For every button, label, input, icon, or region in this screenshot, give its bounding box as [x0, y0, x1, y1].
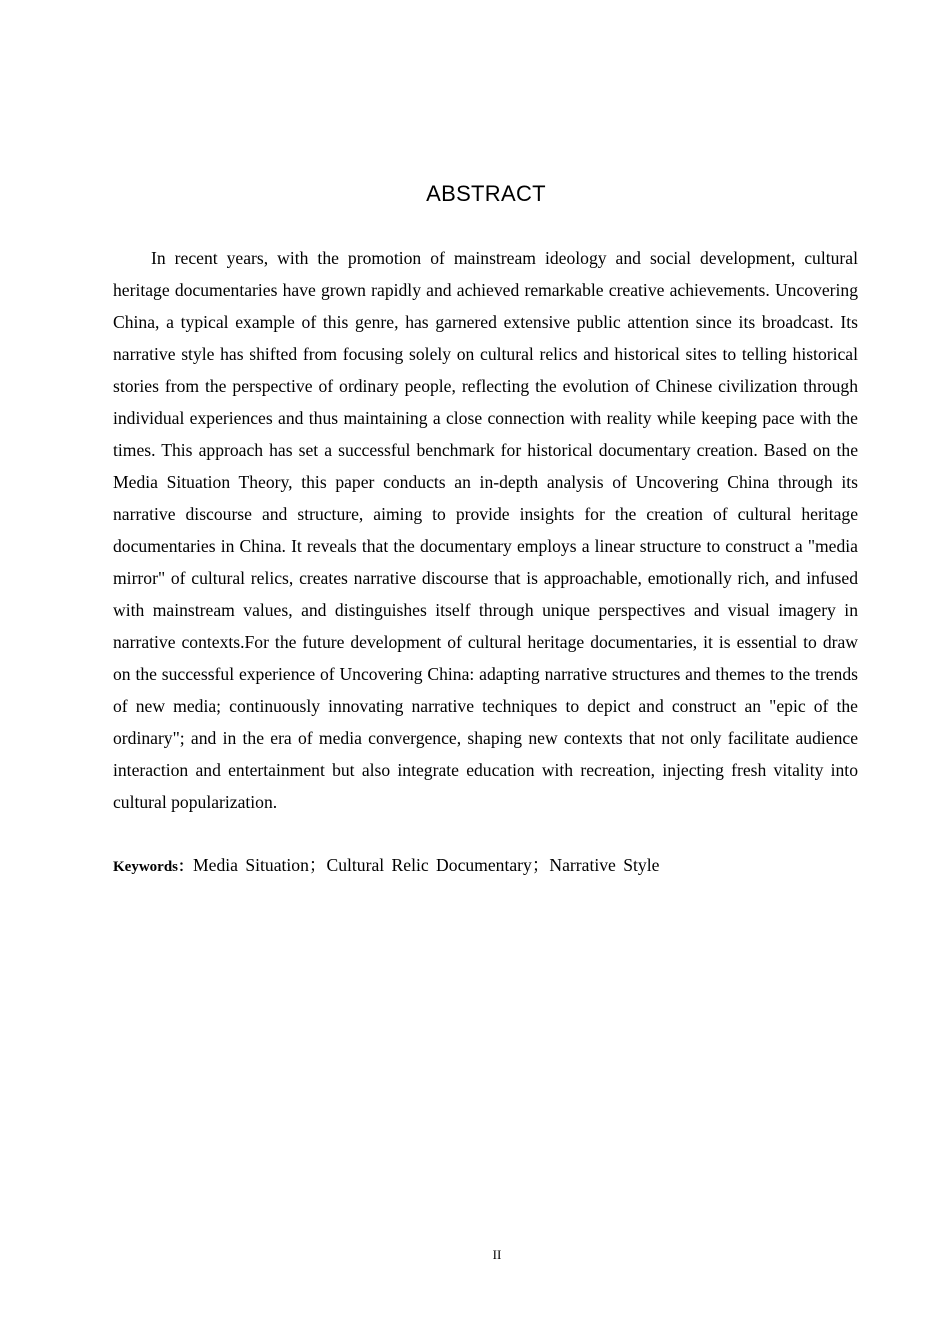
keywords-line: [113, 849, 858, 883]
abstract-body: In recent years, with the promotion of mainstream ideology and social development, cultural heritage documentaries have grown rapidly and achieved remarkable creative achievements. Uncovering China, a typical example of this genre, has garnered extensive public attention since its broadcast. Its narrative style has shifted from focusing solely on cultural relics and historical sites to telling historical stories from the perspective of ordinary people, reflecting the evolution of Chinese civilization through individual experiences and thus maintaining a close connection with reality while keeping pace with the times. This approach has set a successful benchmark for historical documentary creation. Based on the Media Situation Theory, this paper conducts an in-depth analysis of Uncovering China through its narrative discourse and structure, aiming to provide insights for the creation of cultural heritage documentaries in China. It reveals that the documentary employs a linear structure to construct a "media mirror" of cultural relics, creates narrative discourse that is approachable, emotionally rich, and infused with mainstream values, and distinguishes itself through unique perspectives and visual imagery in narrative contexts.For the future development of cultural heritage documentaries, it is essential to draw on the successful experience of Uncovering China: adapting narrative structures and themes to the trends of new media; continuously innovating narrative techniques to depict and construct an "epic of the ordinary"; and in the era of media convergence, shaping new contexts that not only facilitate audience interaction and entertainment but also integrate education with recreation, injecting fresh vitality into cultural popularization.: [113, 248, 858, 812]
keywords-label: Keywords：: [113, 859, 193, 875]
keywords-list: Media Situation；Cultural Relic Documentary；Narrative Style: [193, 855, 660, 875]
page-number: II: [492, 1247, 502, 1262]
abstract-title: ABSTRACT: [426, 181, 546, 206]
